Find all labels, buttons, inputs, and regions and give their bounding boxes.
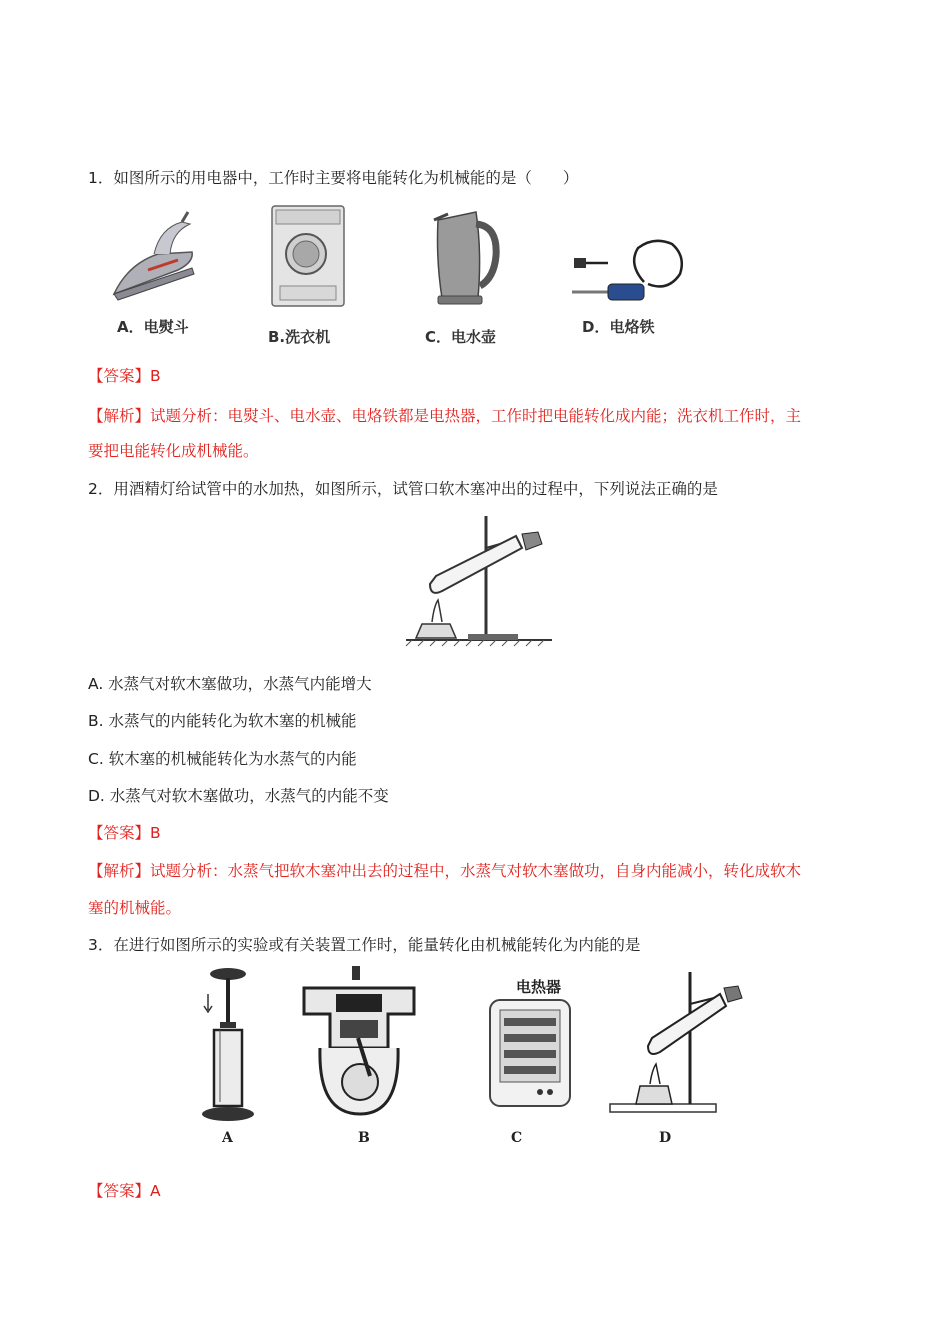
soldering-iron-image: [568, 234, 690, 310]
test-tube-apparatus-image: [398, 510, 560, 648]
q1-caption-d: D．电烙铁: [582, 318, 655, 336]
kettle-image: [426, 206, 504, 306]
q1-stem: 1．如图所示的用电器中，工作时主要将电能转化为机械能的是（ ）: [88, 169, 579, 187]
q3-label-b: B: [358, 1130, 370, 1146]
electric-heater-image: [484, 996, 576, 1112]
washing-machine-image: [270, 204, 346, 308]
iron-image: [108, 208, 200, 304]
q1-caption-b: B.洗衣机: [268, 328, 331, 346]
q1-analysis-line2: 要把电能转化成机械能。: [88, 442, 259, 460]
q3-label-c: C: [511, 1130, 523, 1146]
q2-option-b: B. 水蒸气的内能转化为软木塞的机械能: [88, 712, 357, 730]
q3-answer: 【答案】A: [88, 1182, 161, 1200]
q2-option-c: C. 软木塞的机械能转化为水蒸气的内能: [88, 750, 357, 768]
q3-label-a: A: [222, 1130, 233, 1146]
q2-stem: 2．用酒精灯给试管中的水加热，如图所示，试管口软木塞冲出的过程中，下列说法正确的是: [88, 480, 718, 498]
q3-label-d: D: [659, 1130, 672, 1146]
q2-option-d: D. 水蒸气对软木塞做功，水蒸气的内能不变: [88, 787, 389, 805]
q2-answer: 【答案】B: [88, 824, 161, 842]
piston-cylinder-image: [198, 966, 260, 1126]
q1-caption-a: A．电熨斗: [117, 318, 189, 336]
q2-option-a: A. 水蒸气对软木塞做功，水蒸气内能增大: [88, 675, 372, 693]
q1-caption-c: C．电水壶: [425, 328, 497, 346]
heater-label: 电热器: [516, 978, 562, 996]
engine-image: [296, 964, 422, 1120]
q1-answer: 【答案】B: [88, 367, 161, 385]
q3-stem: 3．在进行如图所示的实验或有关装置工作时，能量转化由机械能转化为内能的是: [88, 936, 641, 954]
q2-analysis-line1: 【解析】试题分析：水蒸气把软木塞冲出去的过程中，水蒸气对软木塞做功，自身内能减小，转化成软木: [88, 862, 802, 880]
tube-stand-image: [606, 970, 756, 1118]
q2-analysis-line2: 塞的机械能。: [88, 899, 182, 917]
q1-analysis-line1: 【解析】试题分析：电熨斗、电水壶、电烙铁都是电热器，工作时把电能转化成内能；洗衣机工作时，主: [88, 407, 802, 425]
